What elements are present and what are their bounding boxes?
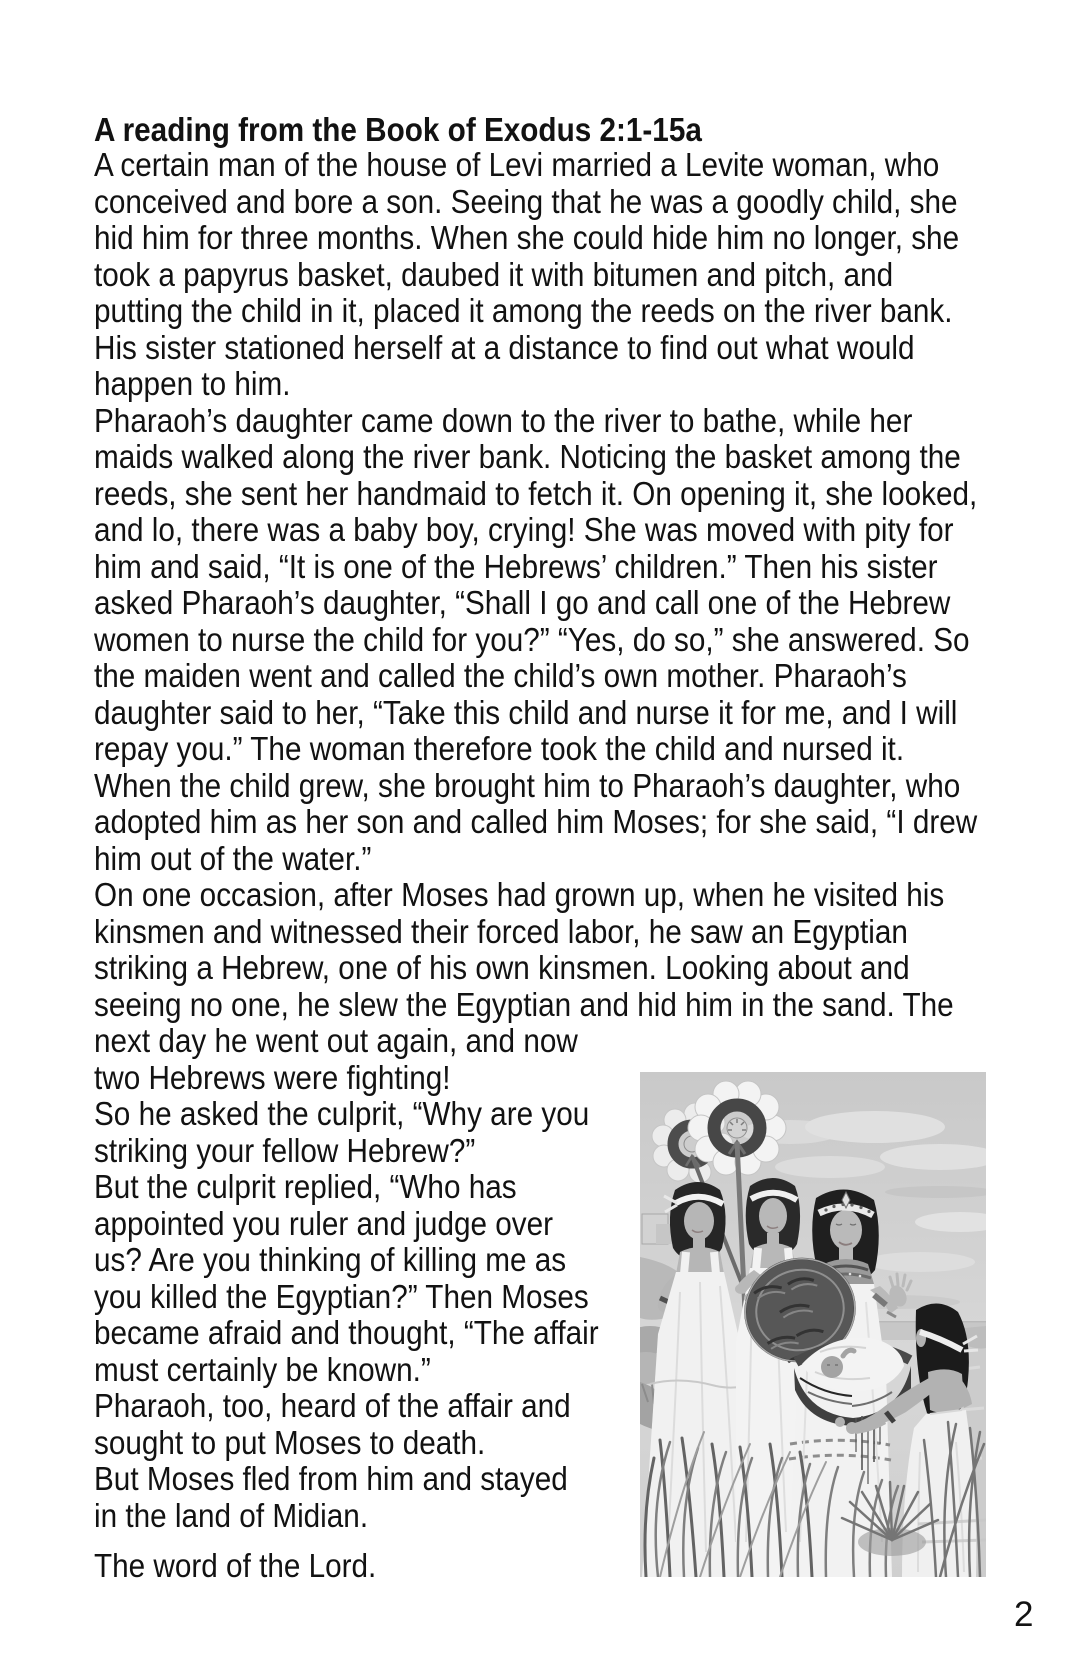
text-line: Pharaoh, too, heard of the affair and: [94, 1387, 571, 1424]
text-line: But Moses fled from him and stayed: [94, 1460, 568, 1497]
text-line: Pharaoh’s daughter came down to the river to bathe, while her: [94, 401, 913, 439]
reading-closing: The word of the Lord.: [94, 1547, 377, 1584]
text-line: and lo, there was a baby boy, crying! She was moved with pity for: [94, 511, 954, 548]
baby-head: [821, 1356, 843, 1378]
text-line: But the culprit replied, “Who has: [94, 1168, 517, 1205]
text-line: reeds, she sent her handmaid to fetch it. On opening it, she looked,: [94, 474, 978, 512]
text-line: conceived and bore a son. Seeing that he was a goodly child, she: [94, 182, 958, 220]
text-line: us? Are you thinking of killing me as: [94, 1241, 567, 1278]
text-line: seeing no one, he slew the Egyptian and hid him in the sand. The: [94, 985, 954, 1023]
text-line: women to nurse the child for you?” “Yes, do so,” she answered. So: [94, 620, 970, 658]
text-line: hid him for three months. When she could hide him no longer, she: [94, 219, 960, 256]
text-line: adopted him as her son and called him Moses; for she said, “I drew: [94, 803, 978, 840]
text-line: So he asked the culprit, “Why are you: [94, 1095, 590, 1132]
text-line: appointed you ruler and judge over: [94, 1204, 554, 1242]
text-line: the maiden went and called the child’s own mother. Pharaoh’s: [94, 657, 907, 694]
text-line: His sister stationed herself at a distance to find out what would: [94, 328, 915, 366]
text-line: On one occasion, after Moses had grown up, when he visited his: [94, 876, 945, 913]
text-line: repay you.” The woman therefore took the child and nursed it.: [94, 730, 905, 767]
page-number: 2: [1014, 1595, 1034, 1634]
text-line: When the child grew, she brought him to Pharaoh’s daughter, who: [94, 766, 961, 804]
text-line: took a papyrus basket, daubed it with bitumen and pitch, and: [94, 255, 894, 293]
text-line: in the land of Midian.: [94, 1496, 369, 1534]
reading-title: A reading from the Book of Exodus 2:1-15a: [94, 111, 702, 149]
text-line: A certain man of the house of Levi married a Levite woman, who: [94, 146, 940, 183]
text-line: putting the child in it, placed it among the reeds on the river bank.: [94, 292, 953, 329]
text-line: you killed the Egyptian?” Then Moses: [94, 1277, 589, 1315]
text-line: striking your fellow Hebrew?”: [94, 1131, 476, 1169]
text-line: striking a Hebrew, one of his own kinsmen. Looking about and: [94, 949, 910, 986]
text-line: asked Pharaoh’s daughter, “Shall I go and call one of the Hebrew: [94, 584, 951, 621]
text-line: daughter said to her, “Take this child and nurse it for me, and I will: [94, 693, 958, 731]
text-line: him out of the water.”: [94, 839, 372, 877]
illustration-canvas: [640, 1072, 986, 1577]
text-line: him and said, “It is one of the Hebrews’ children.” Then his sister: [94, 547, 938, 585]
text-line: maids walked along the river bank. Noticing the basket among the: [94, 438, 961, 475]
text-line: two Hebrews were fighting!: [94, 1058, 451, 1096]
text-line: must certainly be known.”: [94, 1350, 431, 1388]
text-line: became afraid and thought, “The affair: [94, 1314, 599, 1351]
text-line: happen to him.: [94, 365, 291, 402]
text-line: sought to put Moses to death.: [94, 1423, 486, 1461]
finding-of-moses-illustration: [640, 1072, 986, 1577]
text-line: kinsmen and witnessed their forced labor, he saw an Egyptian: [94, 912, 908, 950]
text-line: next day he went out again, and now: [94, 1022, 578, 1059]
